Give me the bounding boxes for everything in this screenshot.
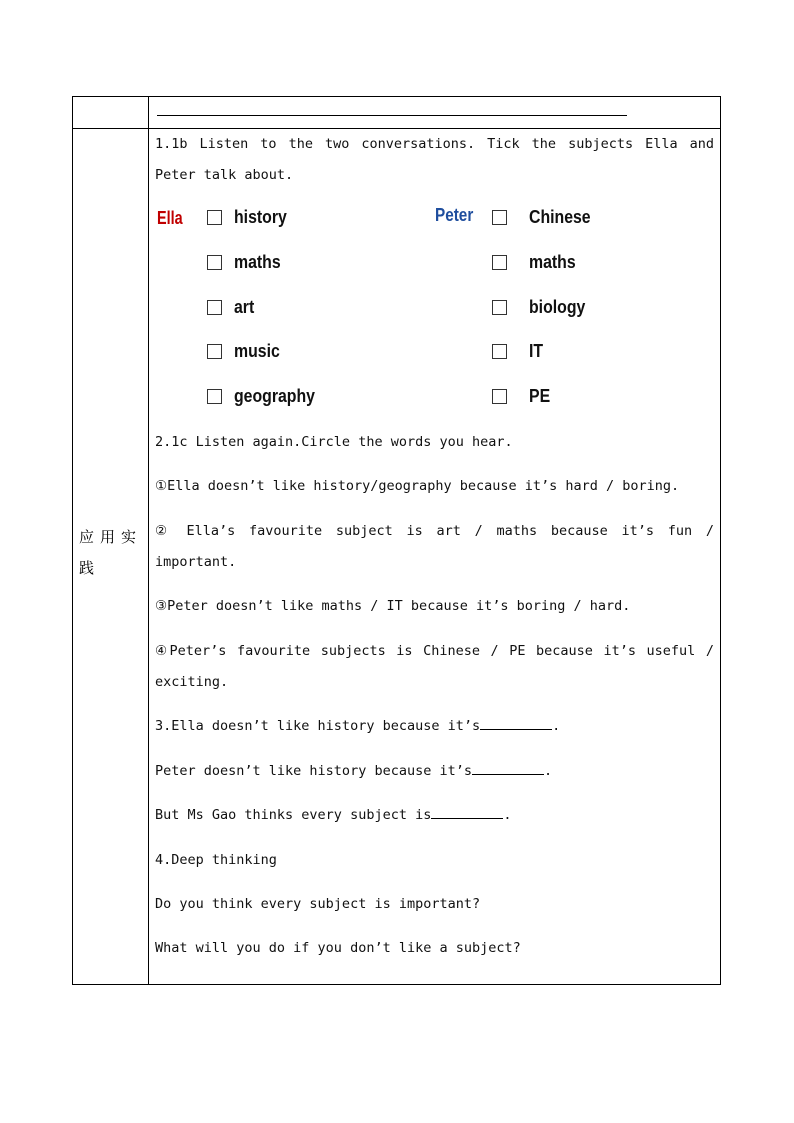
answer-blank[interactable] xyxy=(472,762,544,775)
peter-option-pe[interactable] xyxy=(492,385,553,407)
q1-instruction: 1.1b Listen to the two conversations. Tick the subjects Ella and Peter talk about. xyxy=(155,136,714,183)
option-label: history xyxy=(234,206,287,227)
ella-option-art[interactable] xyxy=(207,296,257,318)
answer-blank[interactable] xyxy=(480,717,552,730)
q3-line-1 xyxy=(155,711,714,742)
option-label: maths xyxy=(529,251,576,272)
q2-sentence-3: ③Peter doesn’t like maths / IT because it’s boring / hard. xyxy=(155,598,631,614)
q3-line-3-text: But Ms Gao thinks every subject is xyxy=(155,807,432,823)
period: . xyxy=(543,763,553,779)
ella-option-maths[interactable] xyxy=(207,251,287,273)
peter-option-chinese[interactable] xyxy=(492,206,599,228)
checkbox[interactable] xyxy=(492,210,507,225)
q4-title: 4.Deep thinking xyxy=(155,852,277,868)
option-label: music xyxy=(234,340,280,361)
q2-sentence-1: ①Ella doesn’t like history/geography because it’s hard / boring. xyxy=(155,478,680,494)
option-label: maths xyxy=(234,251,281,272)
peter-option-it[interactable] xyxy=(492,340,545,362)
checkbox[interactable] xyxy=(207,255,222,270)
peter-label: Peter xyxy=(435,205,474,225)
checkbox[interactable] xyxy=(492,389,507,404)
ella-option-geography[interactable] xyxy=(207,385,326,407)
q2-sentence-4: ④Peter’s favourite subjects is Chinese / PE because it’s useful / exciting. xyxy=(155,643,714,690)
option-label: PE xyxy=(529,385,551,406)
q3-line-2 xyxy=(155,756,714,787)
checkbox[interactable] xyxy=(207,210,222,225)
worksheet-table xyxy=(72,96,721,985)
ella-label: Ella xyxy=(157,208,183,228)
q3-line-2-text: Peter doesn’t like history because it’s xyxy=(155,763,472,779)
q4-question-1: Do you think every subject is important? xyxy=(155,896,481,912)
period: . xyxy=(552,718,561,734)
checkbox[interactable] xyxy=(492,300,507,315)
checkbox[interactable] xyxy=(207,300,222,315)
option-label: art xyxy=(234,296,255,317)
ella-option-music[interactable] xyxy=(207,340,286,362)
option-label: Chinese xyxy=(529,206,591,227)
peter-option-biology[interactable] xyxy=(492,296,593,318)
checkbox[interactable] xyxy=(492,255,507,270)
option-label: IT xyxy=(529,340,544,361)
section-label: 应用实践 xyxy=(79,528,143,577)
answer-blank[interactable] xyxy=(431,806,503,819)
checkbox[interactable] xyxy=(207,389,222,404)
period: . xyxy=(503,807,512,823)
q2-instruction: 2.1c Listen again.Circle the words you hear. xyxy=(155,434,513,450)
q3-line-1-text: 3.Ella doesn’t like history because it’s xyxy=(155,718,481,734)
header-rule xyxy=(157,115,627,116)
peter-option-maths[interactable] xyxy=(492,251,582,273)
q2-sentence-2: ② Ella’s favourite subject is art / maths because it’s fun / important. xyxy=(155,523,714,570)
ella-option-history[interactable] xyxy=(207,206,294,228)
q4-question-2: What will you do if you don’t like a subject? xyxy=(155,940,521,956)
option-label: geography xyxy=(234,385,315,406)
column-divider xyxy=(148,97,149,984)
checkbox[interactable] xyxy=(207,344,222,359)
checkbox[interactable] xyxy=(492,344,507,359)
option-label: biology xyxy=(529,296,586,317)
q3-line-3 xyxy=(155,800,714,831)
